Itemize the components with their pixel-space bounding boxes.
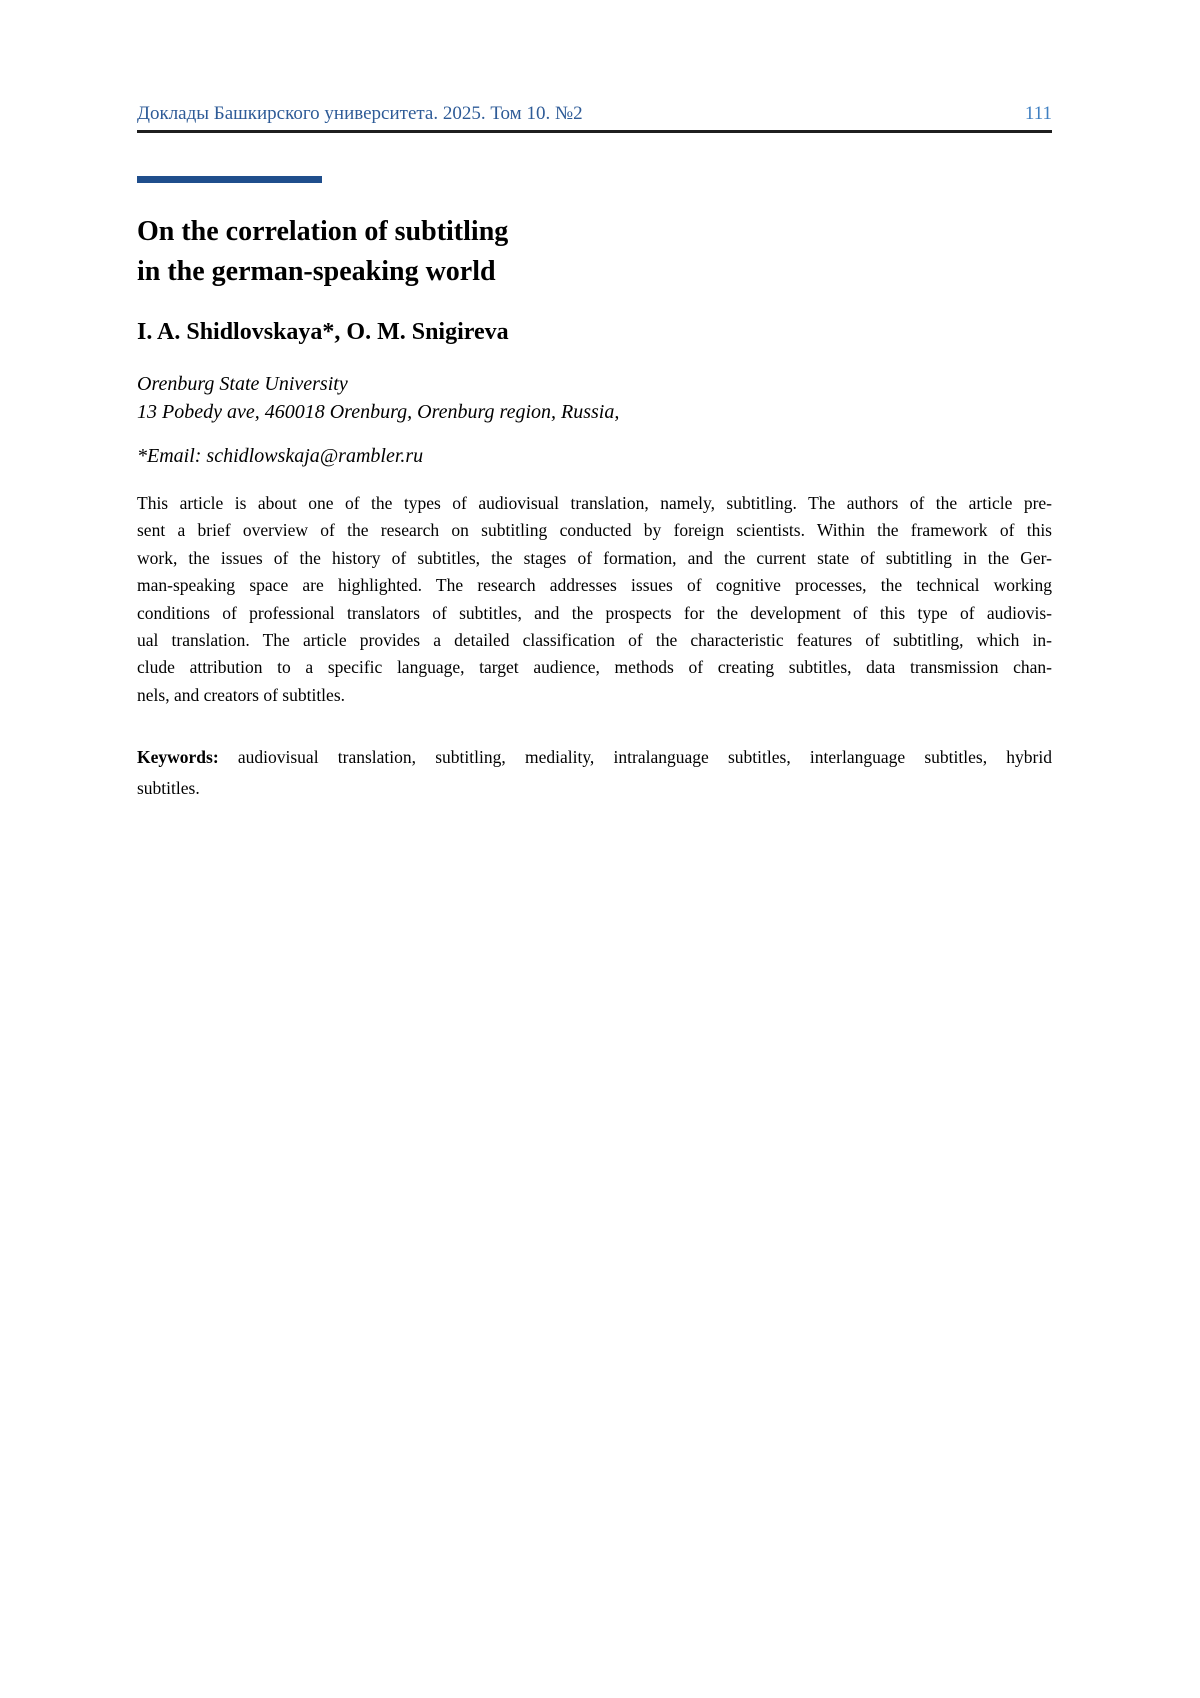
abstract-line: sent a brief overview of the research on subtitling conducted by foreign scientists. Within the framework of this: [137, 520, 1052, 541]
abstract-line: work, the issues of the history of subtitles, the stages of formation, and the current state of subtitling in the Ger-: [137, 547, 1052, 568]
email-line: *Email: schidlowskaja@rambler.ru: [137, 445, 424, 467]
abstract-line: This article is about one of the types of audiovisual translation, namely, subtitling. The authors of the article pre-: [137, 493, 1052, 513]
article-title-line-2: in the german-speaking world: [137, 256, 496, 287]
running-header: [137, 103, 1052, 133]
keywords-text: audiovisual translation, subtitling, mediality, intralanguage subtitles, interlanguage subtitles, hybrid: [218, 747, 1052, 768]
journal-title: Доклады Башкирского университета. 2025. Том 10. №2: [137, 103, 583, 124]
article-title-line-1: On the correlation of subtitling: [137, 216, 509, 247]
affiliation-block: [137, 370, 1052, 426]
page-number: 111: [1024, 103, 1052, 124]
accent-bar: [137, 176, 322, 183]
affiliation-address: 13 Pobedy ave, 460018 Orenburg, Orenburg region, Russia,: [137, 401, 620, 423]
keywords-label: Keywords:: [137, 747, 219, 768]
abstract-line: clude attribution to a specific language, target audience, methods of creating subtitles, data transmission chan-: [137, 657, 1052, 678]
abstract-line: ual translation. The article provides a detailed classification of the characteristic features of subtitling, which in-: [137, 630, 1052, 651]
abstract-line: conditions of professional translators of subtitles, and the prospects for the development of this type of audiovis-: [137, 602, 1052, 623]
abstract-line: nels, and creators of subtitles.: [137, 684, 346, 705]
keywords-paragraph: [137, 742, 1052, 804]
abstract-line: man-speaking space are highlighted. The research addresses issues of cognitive processes, the technical working: [137, 575, 1052, 596]
authors-line: I. A. Shidlovskaya*, O. M. Snigireva: [137, 319, 509, 345]
keywords-line-2: subtitles.: [137, 778, 200, 799]
abstract-paragraph: [137, 490, 1052, 709]
affiliation-institution: Orenburg State University: [137, 373, 348, 395]
article-title: [137, 212, 1052, 292]
keywords-line-1: [137, 742, 1052, 773]
